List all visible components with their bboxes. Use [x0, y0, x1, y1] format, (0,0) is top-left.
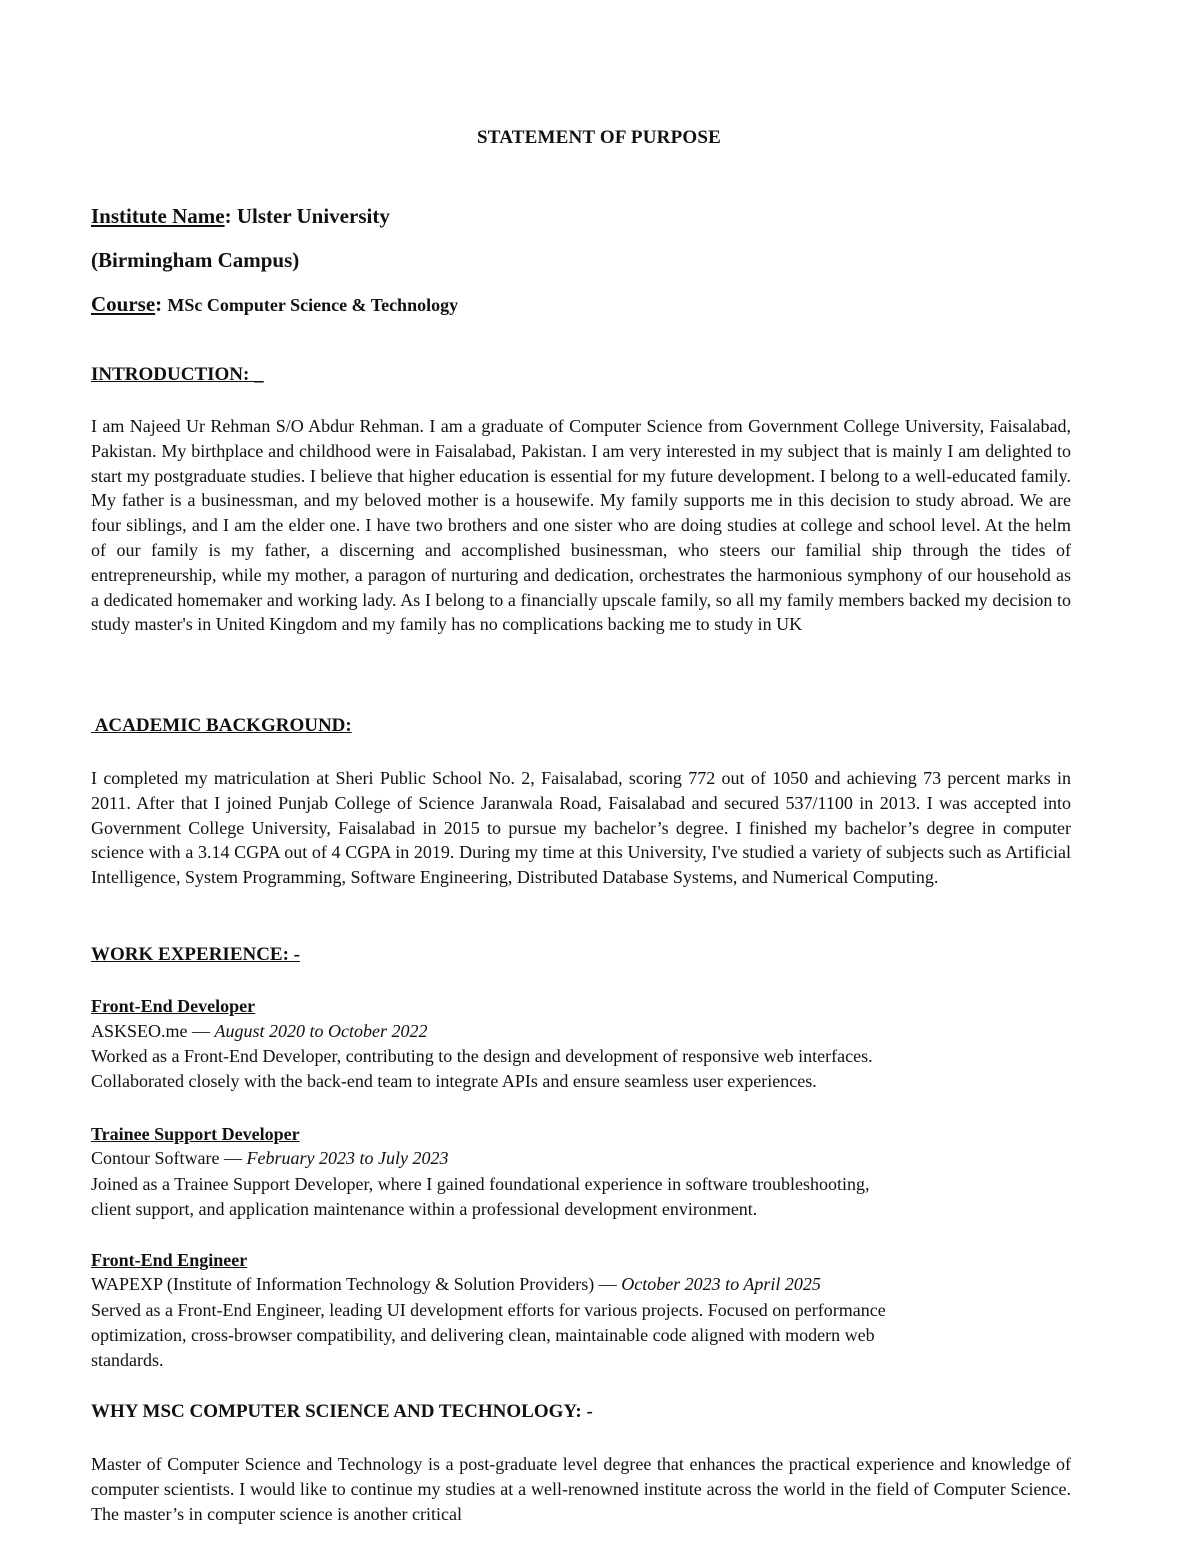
why-msc-paragraph: Master of Computer Science and Technology is a post-graduate level degree that enhances the practical experience and knowledge of computer scientists. I would like to continue my studies at a well-renowned institute across the world in the field of Computer Science. The master’s in computer science is another critical [91, 1454, 1071, 1524]
institute-line [91, 204, 390, 229]
job-description-line: Joined as a Trainee Support Developer, where I gained foundational experience in software troubleshooting, [91, 1174, 870, 1194]
job-title: Front-End Developer [91, 996, 256, 1016]
academic-paragraph: I completed my matriculation at Sheri Public School No. 2, Faisalabad, scoring 772 out of 1050 and achieving 73 percent marks in 2011. After that I joined Punjab College of Science Jaranwala Road, Faisalabad and secured 537/1100 in 2013. I was accepted into Government College University, Faisalabad in 2015 to pursue my bachelor’s degree. I finished my bachelor’s degree in computer science with a 3.14 CGPA out of 4 CGPA in 2019. During my time at this University, I've studied a variety of subjects such as Artificial Intelligence, System Programming, Software Engineering, Distributed Database Systems, and Numerical Computing. [91, 768, 1071, 888]
job-company-line [91, 1148, 448, 1169]
work-experience-heading: WORK EXPERIENCE: - [91, 944, 301, 965]
job-dates: August 2020 to October 2022 [214, 1021, 428, 1041]
course-line [91, 292, 458, 317]
job-dates: October 2023 to April 2025 [621, 1274, 821, 1294]
job-company: ASKSEO.me — [91, 1021, 215, 1041]
job-title: Front-End Engineer [91, 1250, 248, 1270]
introduction-heading: INTRODUCTION: _ [91, 364, 264, 385]
course-label: Course [91, 292, 156, 316]
why-msc-heading: WHY MSC COMPUTER SCIENCE AND TECHNOLOGY: - [91, 1401, 593, 1422]
job-description-line: Worked as a Front-End Developer, contributing to the design and development of responsive web interfaces. [91, 1046, 873, 1066]
job-company: Contour Software — [91, 1148, 247, 1168]
course-value: MSc Computer Science & Technology [167, 295, 459, 315]
document-title: STATEMENT OF PURPOSE [477, 127, 721, 148]
institute-colon: : [224, 204, 237, 228]
institute-label: Institute Name [91, 204, 225, 228]
institute-value: Ulster University [236, 204, 390, 228]
job-company-line [91, 1021, 428, 1042]
job-description-line: standards. [91, 1350, 164, 1370]
course-colon: : [155, 292, 168, 316]
job-description-line: Collaborated closely with the back-end team to integrate APIs and ensure seamless user experiences. [91, 1071, 817, 1091]
campus-line: (Birmingham Campus) [91, 248, 300, 272]
job-title: Trainee Support Developer [91, 1124, 300, 1144]
job-dates: February 2023 to July 2023 [246, 1148, 449, 1168]
job-description-line: client support, and application maintenance within a professional development environment. [91, 1199, 758, 1219]
job-description-line: optimization, cross-browser compatibility, and delivering clean, maintainable code aligned with modern web [91, 1325, 875, 1345]
job-description [91, 1172, 1071, 1222]
job-company-line [91, 1274, 821, 1295]
job-description-line: Served as a Front-End Engineer, leading UI development efforts for various projects. Focused on performance [91, 1300, 886, 1320]
job-description [91, 1044, 1071, 1094]
introduction-paragraph: I am Najeed Ur Rehman S/O Abdur Rehman. I am a graduate of Computer Science from Government College University, Faisalabad, Pakistan. My birthplace and childhood were in Faisalabad, Pakistan. I am very interested in my subject that is mainly I am delighted to start my postgraduate studies. I believe that higher education is essential for my future development. I belong to a well-educated family. My father is a businessman, and my beloved mother is a housewife. My family supports me in this decision to study abroad. We are four siblings, and I am the elder one. I have two brothers and one sister who are doing studies at college and school level. At the helm of our family is my father, a discerning and accomplished businessman, who steers our familial ship through the tides of entrepreneurship, while my mother, a paragon of nurturing and dedication, orchestrates the harmonious symphony of our household as a dedicated homemaker and working lady. As I belong to a financially upscale family, so all my family members backed my decision to study master's in United Kingdom and my family has no complications backing me to study in UK [91, 416, 1071, 635]
academic-heading: ACADEMIC BACKGROUND: [91, 715, 352, 736]
job-description [91, 1298, 1071, 1373]
job-company: WAPEXP (Institute of Information Technology & Solution Providers) — [91, 1274, 622, 1294]
